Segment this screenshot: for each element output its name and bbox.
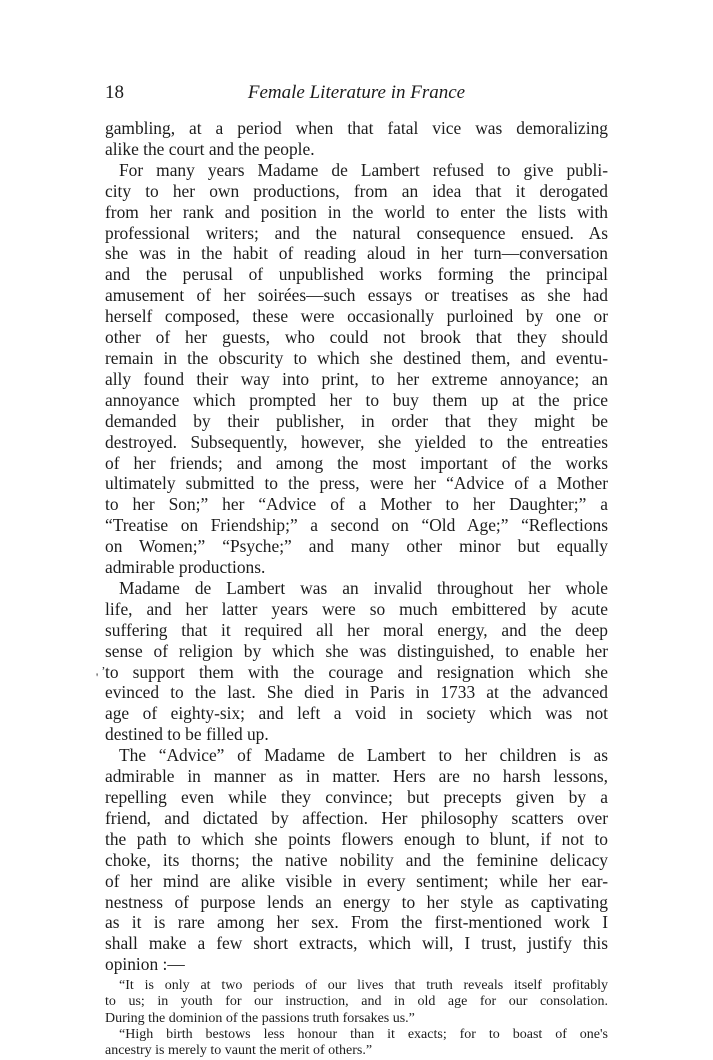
body-line: to support them with the courage and resignation which she <box>105 661 608 682</box>
body-line: city to her own productions, from an idea that it derogated <box>105 180 608 201</box>
body-line: she was in the habit of reading aloud in her turn—conversation <box>105 243 608 264</box>
body-line: For many years Madame de Lambert refused to give publi- <box>119 159 608 180</box>
body-line: other of her guests, who could not brook that they should <box>105 327 608 348</box>
body-line: remain in the obscurity to which she destined them, and eventu- <box>105 347 608 368</box>
body-line: and the perusal of unpublished works forming the principal <box>105 264 608 285</box>
body-line: shall make a few short extracts, which will, I trust, justify this <box>105 933 608 954</box>
body-line: destined to be filled up. <box>105 724 269 745</box>
body-line: on Women;” “Psyche;” and many other minor but equally <box>105 536 608 557</box>
page-header <box>105 82 608 106</box>
print-speck: , <box>102 657 105 671</box>
quote-line: “High birth bestows less honour than it exacts; for to boast of one's <box>119 1027 608 1043</box>
body-line: opinion :— <box>105 954 185 975</box>
page-body-text <box>105 118 608 1060</box>
body-line: evinced to the last. She died in Paris in 1733 at the advanced <box>105 682 608 703</box>
body-line: friend, and dictated by affection. Her philosophy scatters over <box>105 807 608 828</box>
body-line: to her Son;” her “Advice of a Mother to her Daughter;” a <box>105 494 608 515</box>
body-line: admirable productions. <box>105 557 266 578</box>
body-line: destroyed. Subsequently, however, she yielded to the entreaties <box>105 431 608 452</box>
quote-line: to us; in youth for our instruction, and in old age for our consolation. <box>105 994 608 1010</box>
body-line: age of eighty-six; and left a void in society which was not <box>105 703 608 724</box>
body-line: sense of religion by which she was distinguished, to enable her <box>105 640 608 661</box>
body-line: ally found their way into print, to her extreme annoyance; an <box>105 368 608 389</box>
quote-line: “It is only at two periods of our lives that truth reveals itself profitably <box>119 978 608 994</box>
body-line: choke, its thorns; the native nobility and the feminine delicacy <box>105 849 608 870</box>
body-line: The “Advice” of Madame de Lambert to her children is as <box>119 745 608 766</box>
body-line: demanded by their publisher, in order that they might be <box>105 410 608 431</box>
running-title: Female Literature in France <box>247 82 466 103</box>
body-line: of her mind are alike visible in every sentiment; while her ear- <box>105 870 608 891</box>
body-line: amusement of her soirées—such essays or treatises as she had <box>105 285 608 306</box>
quote-line: ancestry is merely to vaunt the merit of others.” <box>105 1043 373 1059</box>
body-line: as it is rare among her sex. From the first-mentioned work I <box>105 912 608 933</box>
body-line: the path to which she points flowers enough to blunt, if not to <box>105 828 608 849</box>
body-line: herself composed, these were occasionally purloined by one or <box>105 306 608 327</box>
body-line: of her friends; and among the most important of the works <box>105 452 608 473</box>
body-line: from her rank and position in the world to enter the lists with <box>105 201 608 222</box>
body-line: alike the court and the people. <box>105 138 315 159</box>
body-line: gambling, at a period when that fatal vice was demoralizing <box>105 118 608 138</box>
body-line: life, and her latter years were so much embittered by acute <box>105 598 608 619</box>
print-speck: ' <box>96 670 99 684</box>
body-line: “Treatise on Friendship;” a second on “Old Age;” “Reflections <box>105 515 608 536</box>
body-line: annoyance which prompted her to buy them up at the price <box>105 389 608 410</box>
body-line: repelling even while they convince; but precepts given by a <box>105 787 608 807</box>
body-line: Madame de Lambert was an invalid throughout her whole <box>119 577 608 598</box>
body-line: admirable in manner as in matter. Hers are no harsh lessons, <box>105 766 608 787</box>
body-line: professional writers; and the natural consequence ensued. As <box>105 222 608 243</box>
quote-line: During the dominion of the passions truth forsakes us.” <box>105 1010 415 1026</box>
body-line: ultimately submitted to the press, were her “Advice of a Mother <box>105 473 608 494</box>
body-line: nestness of purpose lends an energy to her style as captivating <box>105 891 608 912</box>
body-line: suffering that it required all her moral energy, and the deep <box>105 619 608 640</box>
page-number: 18 <box>105 82 124 103</box>
